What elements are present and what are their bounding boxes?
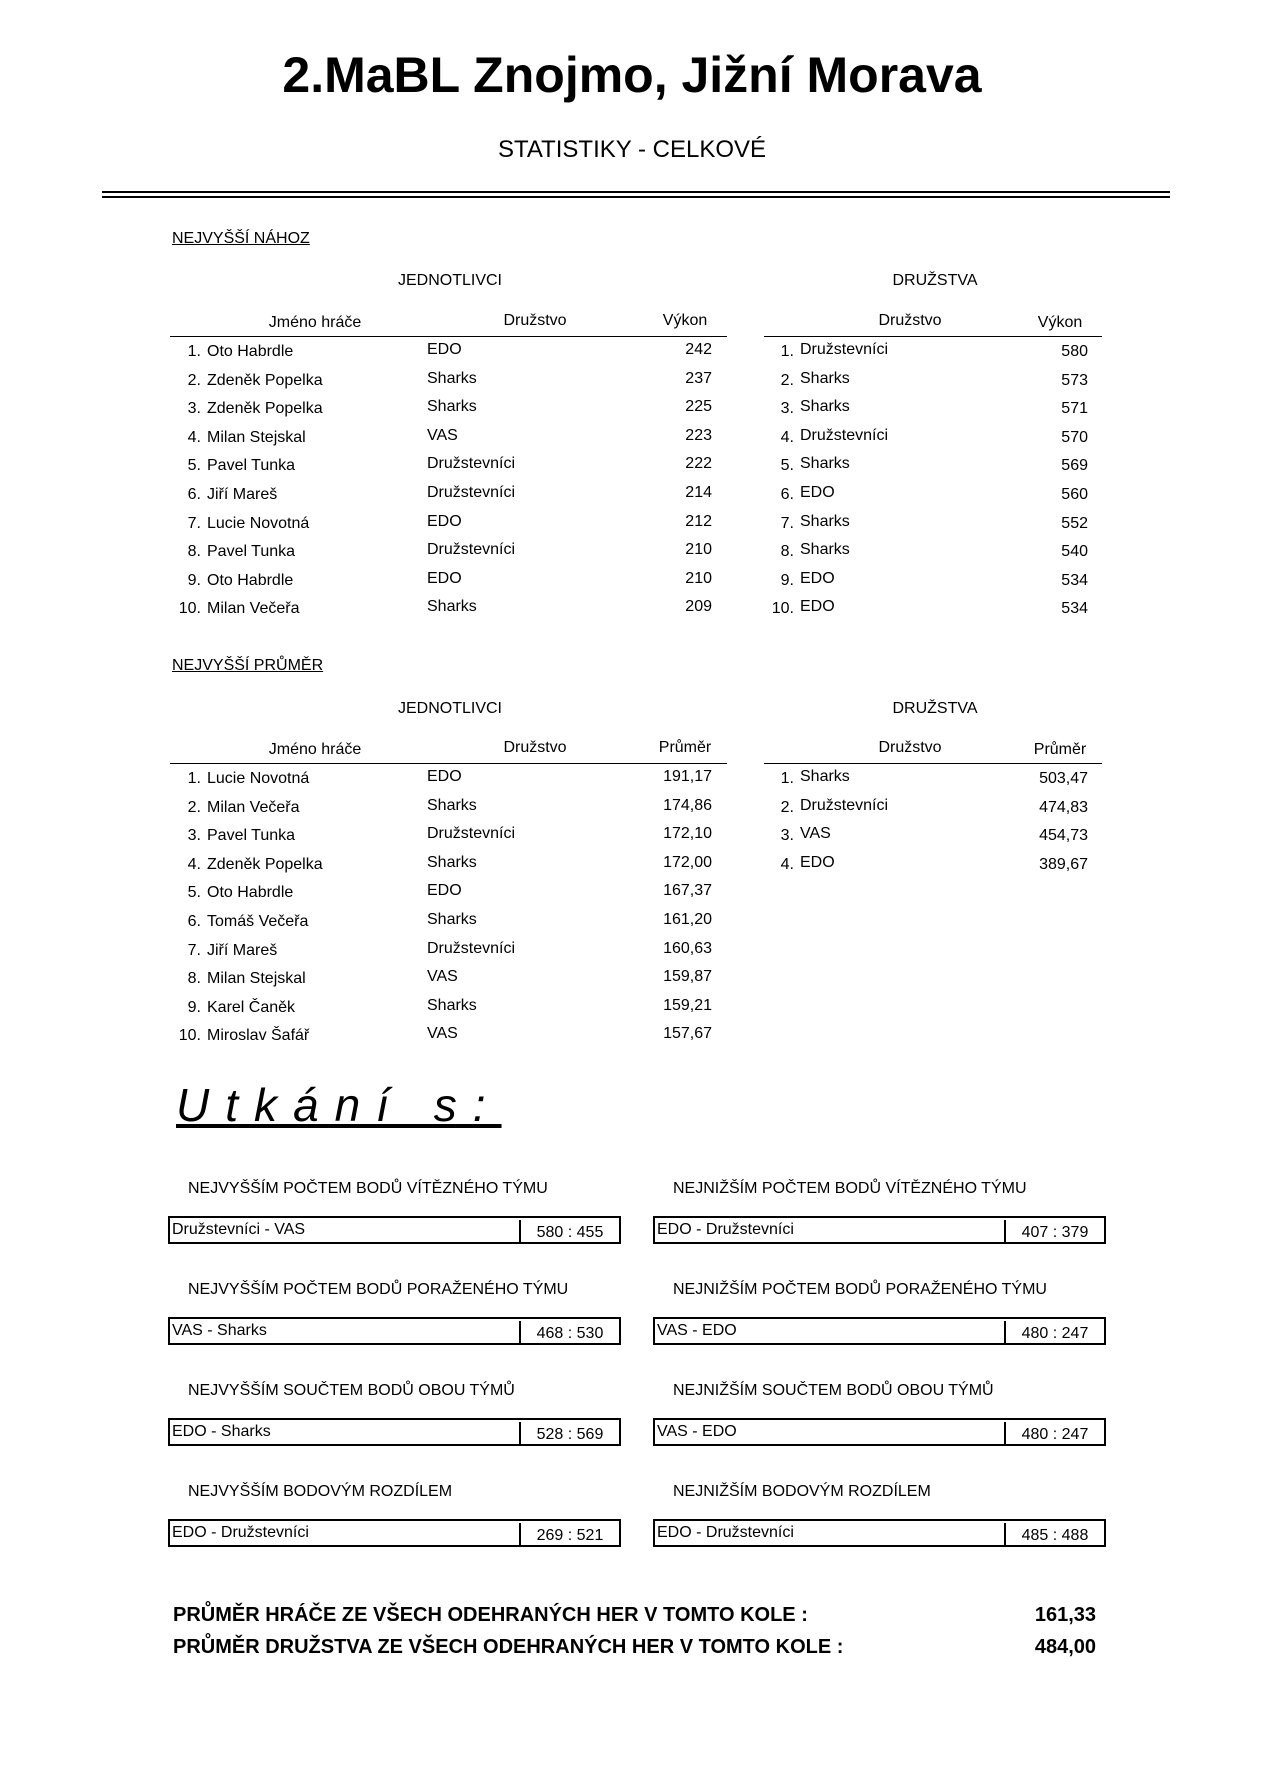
team-cell: EDO	[800, 484, 835, 501]
match-category-label: NEJNIŽŠÍM BODOVÝM ROZDÍLEM	[673, 1483, 931, 1500]
table-row	[0, 1025, 1264, 1049]
team-cell: Družstevníci	[800, 341, 889, 358]
value-cell: 580	[1061, 343, 1088, 360]
team-cell: Sharks	[800, 541, 850, 559]
match-category-label: NEJNIŽŠÍM SOUČTEM BODŮ OBOU TÝMŮ	[673, 1382, 994, 1399]
match-result-box	[168, 1519, 621, 1547]
team-cell: Sharks	[800, 455, 850, 473]
match-result-box	[653, 1317, 1106, 1345]
match-teams: VAS - EDO	[657, 1322, 737, 1339]
match-category-label: NEJNIŽŠÍM POČTEM BODŮ PORAŽENÉHO TÝMU	[673, 1281, 1047, 1298]
player-name-cell: Pavel Tunka	[207, 543, 296, 561]
value-cell: 389,67	[1039, 855, 1088, 873]
value-cell: 210	[685, 569, 712, 587]
rank-cell: 2.	[187, 371, 201, 389]
table-header-rule	[764, 336, 1102, 337]
col-header-player: Jméno hráče	[268, 314, 362, 331]
rank-cell: 1.	[187, 343, 201, 360]
match-result-box	[168, 1418, 621, 1446]
player-name-cell: Karel Čaněk	[207, 998, 296, 1016]
value-cell: 225	[685, 398, 712, 416]
value-cell: 474,83	[1039, 798, 1088, 816]
table-row	[0, 455, 1264, 479]
rank-cell: 5.	[187, 884, 201, 902]
team-cell: EDO	[800, 569, 835, 587]
match-result-box	[653, 1418, 1106, 1446]
match-score: 580 : 455	[519, 1220, 619, 1244]
team-cell: Sharks	[427, 853, 477, 871]
player-name-cell: Lucie Novotná	[207, 514, 310, 532]
value-cell: 161,20	[663, 911, 712, 928]
team-cell: Sharks	[427, 398, 477, 416]
match-score: 468 : 530	[519, 1321, 619, 1345]
player-name-cell: Zdeněk Popelka	[207, 855, 323, 873]
col-header-team: Družstvo	[503, 739, 567, 756]
match-result-box	[168, 1216, 621, 1244]
table-row	[0, 541, 1264, 565]
rank-cell: 9.	[780, 571, 794, 589]
rank-cell: 3.	[187, 827, 201, 845]
team-cell: Družstevníci	[427, 541, 516, 559]
team-average-label: PRŮMĚR DRUŽSTVA ZE VŠECH ODEHRANÝCH HER V TOMTO KOLE :	[173, 1636, 844, 1658]
player-name-cell: Milan Stejskal	[207, 970, 306, 988]
match-score: 480 : 247	[1004, 1422, 1104, 1446]
value-cell: 172,00	[663, 853, 712, 871]
table-row	[0, 370, 1264, 394]
match-category-label: NEJVYŠŠÍM POČTEM BODŮ PORAŽENÉHO TÝMU	[188, 1281, 569, 1298]
col-header-value: Průměr	[1033, 741, 1087, 758]
table-row	[0, 398, 1264, 422]
rank-cell: 2.	[780, 371, 794, 389]
value-cell: 237	[685, 369, 712, 387]
table-header-rule	[764, 763, 1102, 764]
player-name-cell: Oto Habrdle	[207, 343, 294, 360]
col-header-value: Výkon	[662, 312, 708, 329]
player-name-cell: Milan Večeřa	[207, 798, 300, 816]
highest-average-individuals-label: JEDNOTLIVCI	[397, 700, 502, 717]
table-row	[0, 513, 1264, 537]
player-name-cell: Zdeněk Popelka	[207, 400, 323, 418]
rank-cell: 1.	[780, 343, 794, 360]
rank-cell: 7.	[187, 941, 201, 959]
col-header-player: Jméno hráče	[268, 741, 362, 758]
rank-cell: 7.	[780, 514, 794, 532]
player-name-cell: Pavel Tunka	[207, 827, 296, 845]
value-cell: 172,10	[663, 825, 712, 843]
rank-cell: 1.	[780, 770, 794, 787]
page-subtitle: STATISTIKY - CELKOVÉ	[497, 136, 767, 163]
matches-heading: Utkání s:	[176, 1079, 502, 1131]
match-teams: EDO - Sharks	[172, 1423, 271, 1440]
table-row	[0, 854, 1264, 878]
value-cell: 570	[1061, 428, 1088, 446]
player-average-label: PRŮMĚR HRÁČE ZE VŠECH ODEHRANÝCH HER V TOMTO KOLE :	[173, 1604, 808, 1626]
rank-cell: 10.	[178, 600, 201, 618]
table-row	[0, 825, 1264, 849]
team-cell: VAS	[427, 1025, 458, 1043]
rank-cell: 4.	[780, 428, 794, 446]
rank-cell: 3.	[187, 400, 201, 418]
col-header-value: Průměr	[658, 739, 712, 756]
player-name-cell: Zdeněk Popelka	[207, 371, 323, 389]
rank-cell: 5.	[187, 457, 201, 475]
match-result-box	[653, 1216, 1106, 1244]
table-header-rule	[170, 763, 727, 764]
team-cell: EDO	[800, 853, 835, 871]
value-cell: 552	[1061, 514, 1088, 532]
team-cell: Sharks	[427, 598, 477, 616]
col-header-team: Družstvo	[503, 312, 567, 329]
match-category-label: NEJNIŽŠÍM POČTEM BODŮ VÍTĚZNÉHO TÝMU	[673, 1180, 1027, 1197]
table-row	[0, 997, 1264, 1021]
match-result-box	[168, 1317, 621, 1345]
rank-cell: 2.	[187, 798, 201, 816]
col-header-team: Družstvo	[878, 312, 942, 329]
table-row	[0, 598, 1264, 622]
team-cell: EDO	[427, 882, 462, 900]
value-cell: 191,17	[663, 768, 712, 785]
rank-cell: 8.	[780, 543, 794, 561]
match-score: 480 : 247	[1004, 1321, 1104, 1345]
rank-cell: 7.	[187, 514, 201, 532]
value-cell: 222	[685, 455, 712, 473]
table-row	[0, 570, 1264, 594]
rank-cell: 6.	[780, 486, 794, 503]
player-name-cell: Tomáš Večeřa	[207, 913, 309, 930]
player-name-cell: Jiří Mareš	[207, 941, 278, 959]
team-cell: VAS	[800, 825, 831, 843]
table-header-rule	[170, 336, 727, 337]
match-teams: VAS - EDO	[657, 1423, 737, 1440]
highest-average-heading: NEJVYŠŠÍ PRŮMĚR	[172, 657, 324, 674]
team-cell: Sharks	[427, 911, 477, 928]
rank-cell: 6.	[187, 486, 201, 503]
player-name-cell: Lucie Novotná	[207, 770, 310, 787]
match-teams: VAS - Sharks	[172, 1322, 267, 1339]
team-cell: EDO	[427, 768, 462, 785]
value-cell: 214	[685, 484, 712, 501]
match-teams: EDO - Družstevníci	[172, 1524, 309, 1541]
match-teams: Družstevníci - VAS	[172, 1221, 306, 1238]
team-cell: VAS	[427, 968, 458, 986]
team-cell: Družstevníci	[427, 939, 516, 957]
col-header-value: Výkon	[1037, 314, 1083, 331]
team-average-value: 484,00	[1034, 1636, 1096, 1658]
rank-cell: 9.	[187, 571, 201, 589]
value-cell: 160,63	[663, 939, 712, 957]
value-cell: 540	[1061, 543, 1088, 561]
value-cell: 454,73	[1039, 827, 1088, 845]
highest-average-teams-label: DRUŽSTVA	[892, 700, 978, 717]
page-title: 2.MaBL Znojmo, Jižní Morava	[282, 47, 982, 103]
match-score: 528 : 569	[519, 1422, 619, 1446]
team-cell: Sharks	[800, 512, 850, 530]
player-name-cell: Oto Habrdle	[207, 884, 294, 902]
team-cell: Sharks	[800, 768, 850, 785]
value-cell: 159,87	[663, 968, 712, 986]
rank-cell: 4.	[187, 855, 201, 873]
match-result-box	[653, 1519, 1106, 1547]
highest-throw-heading: NEJVYŠŠÍ NÁHOZ	[172, 230, 310, 247]
header-rule-top	[102, 191, 1170, 193]
match-category-label: NEJVYŠŠÍM POČTEM BODŮ VÍTĚZNÉHO TÝMU	[188, 1180, 548, 1197]
player-name-cell: Jiří Mareš	[207, 486, 278, 503]
match-category-label: NEJVYŠŠÍM SOUČTEM BODŮ OBOU TÝMŮ	[188, 1382, 515, 1399]
value-cell: 503,47	[1039, 770, 1088, 787]
highest-throw-teams-label: DRUŽSTVA	[892, 272, 978, 289]
table-row	[0, 797, 1264, 821]
table-row	[0, 484, 1264, 508]
player-name-cell: Oto Habrdle	[207, 571, 294, 589]
rank-cell: 3.	[780, 400, 794, 418]
rank-cell: 3.	[780, 827, 794, 845]
rank-cell: 2.	[780, 798, 794, 816]
value-cell: 167,37	[663, 882, 712, 900]
rank-cell: 9.	[187, 998, 201, 1016]
team-cell: Sharks	[427, 796, 477, 814]
value-cell: 174,86	[663, 796, 712, 814]
team-cell: Družstevníci	[427, 484, 516, 501]
team-cell: Družstevníci	[427, 455, 516, 473]
match-score: 407 : 379	[1004, 1220, 1104, 1244]
value-cell: 573	[1061, 371, 1088, 389]
table-row	[0, 968, 1264, 992]
value-cell: 569	[1061, 457, 1088, 475]
team-cell: EDO	[427, 341, 462, 358]
match-category-label: NEJVYŠŠÍM BODOVÝM ROZDÍLEM	[188, 1483, 453, 1500]
team-cell: VAS	[427, 426, 458, 444]
value-cell: 242	[685, 341, 712, 358]
highest-throw-individuals-label: JEDNOTLIVCI	[397, 272, 502, 289]
player-name-cell: Milan Stejskal	[207, 428, 306, 446]
rank-cell: 4.	[187, 428, 201, 446]
table-row	[0, 768, 1264, 792]
player-name-cell: Miroslav Šafář	[207, 1027, 310, 1045]
match-teams: EDO - Družstevníci	[657, 1524, 794, 1541]
team-cell: Družstevníci	[427, 825, 516, 843]
value-cell: 209	[685, 598, 712, 616]
table-row	[0, 911, 1264, 935]
team-cell: Sharks	[427, 369, 477, 387]
team-cell: Sharks	[800, 398, 850, 416]
team-cell: Družstevníci	[800, 796, 889, 814]
rank-cell: 6.	[187, 913, 201, 930]
rank-cell: 10.	[771, 600, 794, 618]
value-cell: 560	[1061, 486, 1088, 503]
match-teams: EDO - Družstevníci	[657, 1221, 794, 1238]
team-cell: Družstevníci	[800, 426, 889, 444]
rank-cell: 4.	[780, 855, 794, 873]
table-row	[0, 427, 1264, 451]
value-cell: 157,67	[663, 1025, 712, 1043]
rank-cell: 8.	[187, 543, 201, 561]
value-cell: 159,21	[663, 996, 712, 1014]
player-name-cell: Milan Večeřa	[207, 600, 300, 618]
header-rule-bottom	[102, 196, 1170, 198]
value-cell: 534	[1061, 571, 1088, 589]
team-cell: EDO	[800, 598, 835, 616]
table-row	[0, 341, 1264, 365]
player-name-cell: Pavel Tunka	[207, 457, 296, 475]
match-score: 485 : 488	[1004, 1523, 1104, 1547]
player-average-value: 161,33	[1034, 1604, 1096, 1626]
value-cell: 534	[1061, 600, 1088, 618]
rank-cell: 1.	[187, 770, 201, 787]
team-cell: EDO	[427, 569, 462, 587]
team-cell: Sharks	[427, 996, 477, 1014]
col-header-team: Družstvo	[878, 739, 942, 756]
rank-cell: 10.	[178, 1027, 201, 1045]
rank-cell: 5.	[780, 457, 794, 475]
value-cell: 571	[1061, 400, 1088, 418]
value-cell: 210	[685, 541, 712, 559]
team-cell: Sharks	[800, 369, 850, 387]
value-cell: 212	[685, 512, 712, 530]
value-cell: 223	[685, 426, 712, 444]
rank-cell: 8.	[187, 970, 201, 988]
table-row	[0, 882, 1264, 906]
team-cell: EDO	[427, 512, 462, 530]
match-score: 269 : 521	[519, 1523, 619, 1547]
table-row	[0, 940, 1264, 964]
